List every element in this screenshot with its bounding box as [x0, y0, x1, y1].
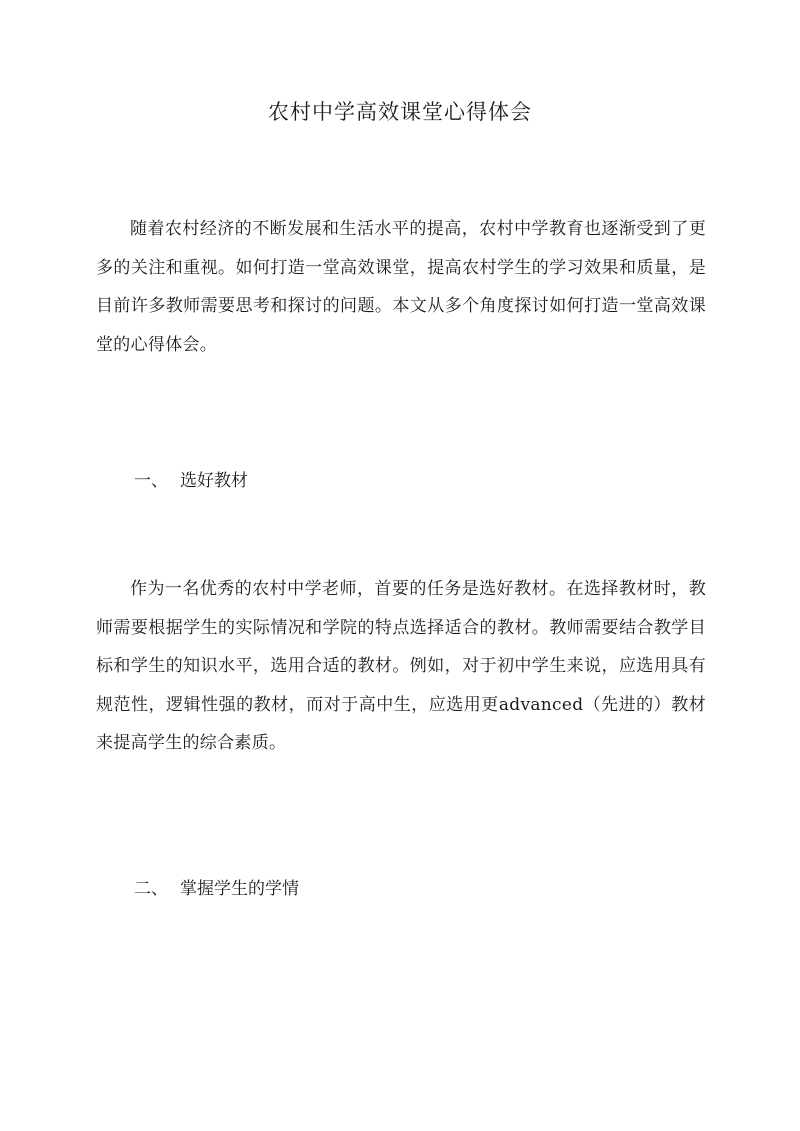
section-heading-text-2: 掌握学生的学情	[180, 879, 299, 899]
section-1-paragraph: 作为一名优秀的农村中学老师，首要的任务是选好教材。在选择教材时，教师需要根据学生的实际情况和学院的特点选择适合的教材。教师需要结合教学目标和学生的知识水平，选用合适的教材。例如，对于初中学生来说，应选用具有规范性，逻辑性强的教材，而对于高中生，应选用更advanced（先进的）教材来提高学生的综合素质。	[96, 579, 706, 753]
section-heading-text-1: 选好教材	[180, 471, 248, 491]
section-heading-1	[134, 466, 248, 496]
document-title: 农村中学高效课堂心得体会	[268, 100, 532, 124]
intro-paragraph: 随着农村经济的不断发展和生活水平的提高，农村中学教育也逐渐受到了更多的关注和重视。如何打造一堂高效课堂，提高农村学生的学习效果和质量，是目前许多教师需要思考和探讨的问题。本文从多个角度探讨如何打造一堂高效课堂的心得体会。	[96, 219, 706, 355]
section-number-1: 一、	[134, 471, 168, 491]
section-number-2: 二、	[134, 879, 168, 899]
section-heading-2	[134, 874, 299, 904]
